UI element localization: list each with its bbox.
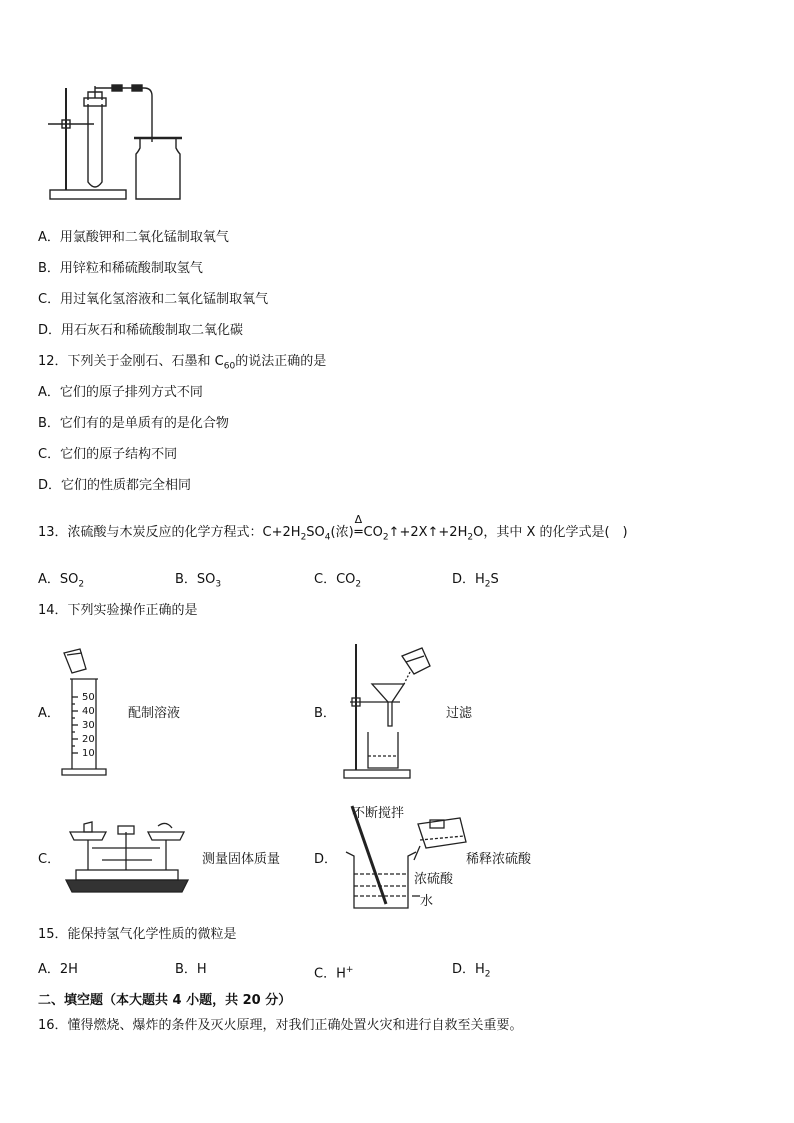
q11-option-a: A．用氯酸钾和二氧化锰制取氧气: [38, 230, 229, 245]
scale-20: 20: [82, 734, 95, 745]
scale-50: 50: [82, 692, 95, 703]
graduated-cylinder-figure: [58, 645, 108, 779]
q11-option-b: B．用锌粒和稀硫酸制取氢气: [38, 261, 203, 276]
q14-option-b-label: 过滤: [446, 706, 473, 721]
q14-option-a-label: 配制溶液: [128, 706, 181, 721]
q12-option-b: B．它们有的是单质有的是化合物: [38, 416, 229, 431]
q12-option-d: D．它们的性质都完全相同: [38, 478, 192, 493]
filtration-figure: [340, 640, 440, 782]
q14-option-d-stir-label: 不断搅拌: [352, 806, 405, 821]
q13-option-b: B．$SO_3$: [175, 572, 222, 590]
scale-30: 30: [82, 720, 95, 731]
q13-option-c: C．$CO_2$: [314, 572, 362, 590]
q11-option-d: D．用石灰石和稀硫酸制取二氧化碳: [38, 323, 244, 338]
q14-option-d-letter: D．: [314, 852, 338, 867]
q12-option-a: A．它们的原子排列方式不同: [38, 385, 203, 400]
heat-delta-symbol: Δ: [354, 513, 363, 526]
q14-option-d-acid-label: 浓硫酸: [414, 872, 454, 887]
balance-figure: [62, 818, 192, 898]
q13-option-d: D．$H_2S$: [452, 572, 499, 590]
q12-option-c: C．它们的原子结构不同: [38, 447, 178, 462]
q15-option-c: C．H+: [314, 965, 354, 982]
q15-option-d: D．$H_2$: [452, 962, 491, 980]
q11-option-c: C．用过氧化氢溶液和二氧化锰制取氧气: [38, 292, 269, 307]
section-2-heading: 二、填空题（本大题共 4 小题，共 20 分）: [38, 993, 292, 1008]
filtration-drawing: [340, 640, 440, 782]
q16-stem: 16．懂得燃烧、爆炸的条件及灭火原理，对我们正确处置火灾和进行自救至关重要。: [38, 1018, 523, 1033]
q13-option-a: A．$SO_2$: [38, 572, 85, 590]
q15-option-a: A．2H: [38, 962, 78, 977]
q14-option-b-letter: B．: [314, 706, 336, 721]
q14-option-d-water-label: 水: [420, 894, 434, 909]
q12-stem: 12．下列关于金刚石、石墨和 $C_{60}$的说法正确的是: [38, 354, 327, 372]
gas-apparatus-drawing: [44, 82, 194, 206]
balance-drawing: [62, 818, 192, 898]
q14-stem: 14．下列实验操作正确的是: [38, 603, 198, 618]
scale-40: 40: [82, 706, 95, 717]
q15-stem: 15．能保持氢气化学性质的微粒是: [38, 927, 237, 942]
q14-option-d-dilute-label: 稀释浓硫酸: [466, 852, 532, 867]
q14-option-a-letter: A．: [38, 706, 60, 721]
scale-10: 10: [82, 748, 95, 759]
q14-option-c-letter: C．: [38, 852, 61, 867]
q14-option-c-label: 测量固体质量: [202, 852, 281, 867]
q15-option-b: B．H: [175, 962, 207, 977]
q13-stem: 13．浓硫酸与木炭反应的化学方程式：$C+2H_2SO_4$(浓) Δ $═CO_2↑+2X↑+2H_2O$，其中 X 的化学式是( ): [38, 513, 628, 543]
gas-apparatus-figure: [44, 82, 194, 206]
